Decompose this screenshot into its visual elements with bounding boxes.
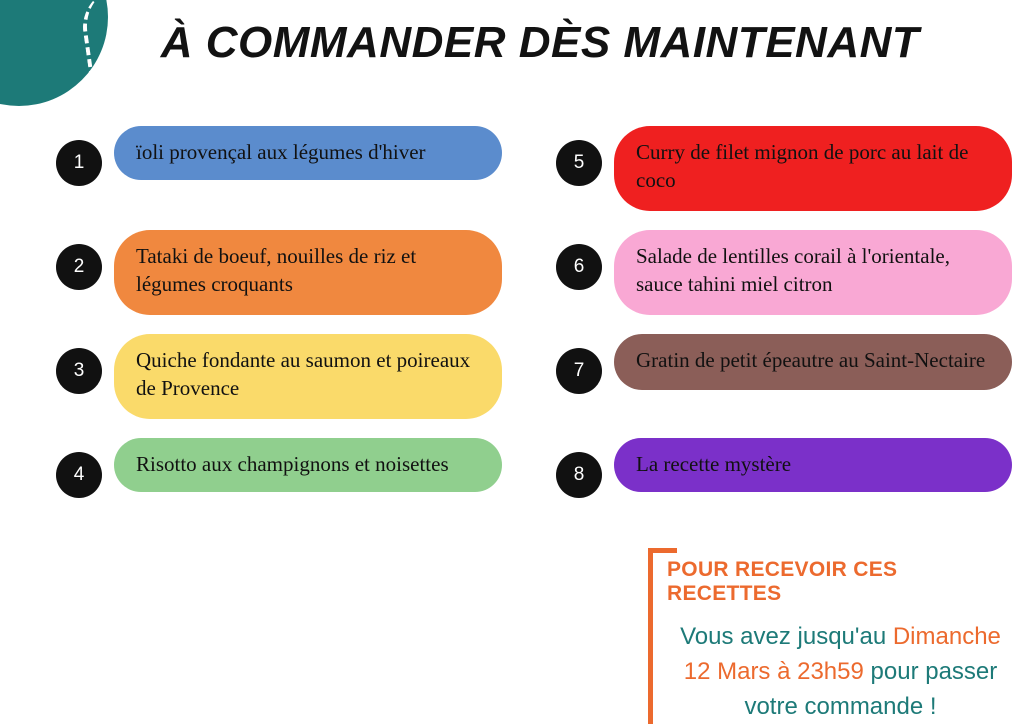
recipe-number-badge: 4	[56, 452, 102, 498]
callout-line2-accent: 12 Mars à 23h59	[683, 657, 864, 685]
recipe-number-badge: 6	[556, 244, 602, 290]
recipe-label: Quiche fondante au saumon et poireaux de Provence	[114, 334, 502, 419]
recipe-label: Curry de filet mignon de porc au lait de coco	[614, 126, 1012, 211]
list-item[interactable]	[48, 222, 508, 326]
list-item[interactable]	[548, 118, 1008, 222]
callout-line1-text: Vous avez jusqu'au	[680, 623, 893, 650]
list-item[interactable]	[548, 430, 1008, 534]
callout-body	[667, 606, 1014, 724]
list-item[interactable]	[548, 222, 1008, 326]
list-item[interactable]	[48, 326, 508, 430]
recipe-label: Gratin de petit épeautre au Saint-Nectaire	[614, 334, 1012, 390]
recipe-label: ïoli provençal aux légumes d'hiver	[114, 126, 502, 180]
callout-title: POUR RECEVOIR CES RECETTES	[667, 558, 898, 605]
recipe-list-left	[48, 118, 508, 534]
recipe-number-badge: 3	[56, 348, 102, 394]
callout-line3-text: votre commande !	[744, 692, 937, 720]
decorative-dashed-arc	[78, 0, 134, 112]
callout-line1-accent: Dimanche	[892, 623, 1001, 650]
recipe-label: Risotto aux champignons et noisettes	[114, 438, 502, 492]
recipe-label: Tataki de boeuf, nouilles de riz et légumes croquants	[114, 230, 502, 315]
recipe-list-right	[548, 118, 1008, 534]
recipe-number-badge: 2	[56, 244, 102, 290]
callout-top-rule	[653, 548, 677, 553]
list-item[interactable]	[548, 326, 1008, 430]
recipe-number-badge: 1	[56, 140, 102, 186]
recipe-number-badge: 8	[556, 452, 602, 498]
recipe-number-badge: 7	[556, 348, 602, 394]
recipe-number-badge: 5	[556, 140, 602, 186]
callout-line2-text: pour passer	[863, 657, 998, 685]
recipe-label: Salade de lentilles corail à l'orientale, sauce tahini miel citron	[614, 230, 1012, 315]
list-item[interactable]	[48, 118, 508, 222]
page-title: À COMMANDER DÈS MAINTENANT	[160, 18, 920, 67]
list-item[interactable]	[48, 430, 508, 534]
recipe-label: La recette mystère	[614, 438, 1012, 492]
order-deadline-callout	[648, 548, 1014, 724]
